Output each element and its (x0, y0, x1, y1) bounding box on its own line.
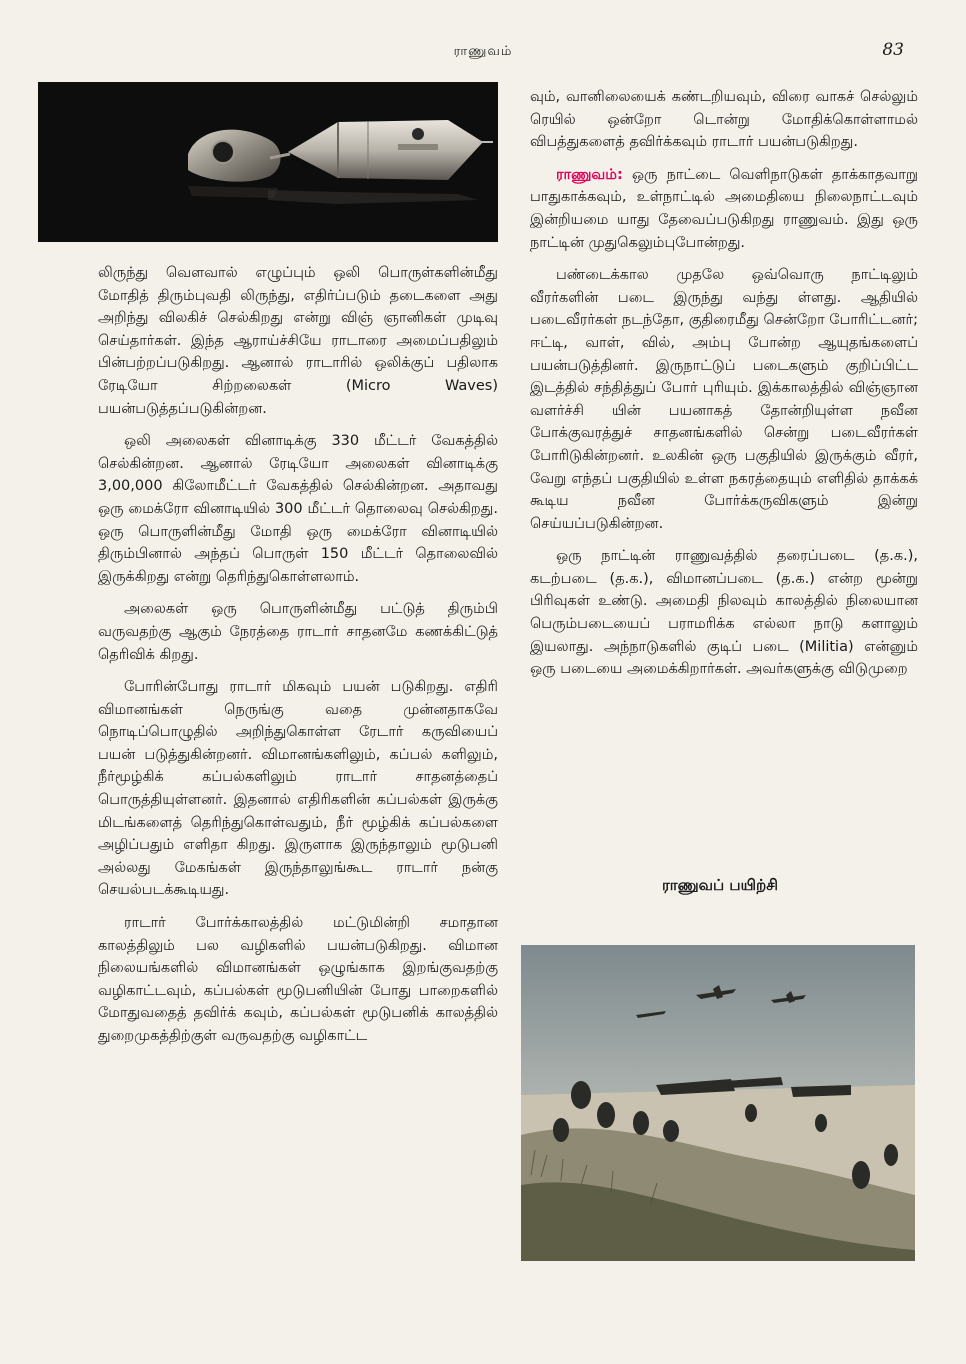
term-military: ராணுவம்: (556, 166, 623, 183)
right-paragraph-1: வும், வானிலையைக் கண்டறியவும், விரை வாகச் செல்லும் ரெயில் ஒன்றோ டொன்று மோதிக்கொள்ளாமல் விபத்துகளைத் தவிர்க்கவும் ராடார் பயன்படுகிறது. (530, 89, 918, 151)
right-column (530, 86, 918, 691)
left-paragraph-2: ஒலி அலைகள் வினாடிக்கு 330 மீட்டர் வேகத்தில் செல்கின்றன. ஆனால் ரேடியோ அலைகள் வினாடிக்கு 3,00,000 கிலோமீட்டர் வேகத்தில் செல்கின்றன. அதாவது ஒரு மைக்ரோ வினாடியில் 300 மீட்டர் தொலைவு செல்கிறது. ஒரு பொருளின்மீது மோதி ஒரு மைக்ரோ வினாடியில் திரும்பினால் அந்தப் பொருள் 150 மீட்டர் தொலைவில் இருக்கிறது என்று தெரிந்துகொள்ளலாம். (98, 433, 498, 585)
running-header: ராணுவம் (453, 44, 513, 59)
military-training-photo (521, 945, 915, 1261)
right-paragraph-3: பண்டைக்கால முதலே ஒவ்வொரு நாட்டிலும் வீரர்களின் படை இருந்து வந்து ள்ளது. ஆதியில் படைவீரர்கள் நடந்தோ, குதிரைமீது சென்றோ போரிட்டனர்; ஈட்டி, வாள், வில், அம்பு போன்ற ஆயுதங்களைப் பயன்படுத்தினர். இருநாட்டுப் படைகளும் குறிப்பிட்ட இடத்தில் சந்தித்துப் போர் புரியும். இக்காலத்தில் விஞ்ஞான வளர்ச்சி யின் பயனாகத் தோன்றியுள்ள நவீன போக்குவரத்துச் சாதனங்களில் சென்று படைவீரர்கள் போரிடுகின்றனர். உலகின் ஒரு பகுதியில் இருக்கும் வீரர், வேறு எந்தப் பகுதியில் உள்ள நகரத்தையும் எளிதில் தாக்கக் கூடிய நவீன போர்க்கருவிகளும் இன்று செய்யப்படுகின்றன. (530, 267, 918, 532)
left-paragraph-5: ராடார் போர்க்காலத்தில் மட்டுமின்றி சமாதான காலத்திலும் பல வழிகளில் பயன்படுகிறது. விமான நிலையங்களில் விமானங்கள் ஒழுங்காக இறங்குவதற்கு வழிகாட்டவும், கப்பல்கள் மூடுபனியின் போது பாறைகளில் மோதுவதைத் தவிர்க் கவும், கப்பல்கள் மூடுபனிக் காலத்தில் துறைமுகத்திற்குள் வருவதற்கு வழிகாட்ட (98, 915, 498, 1044)
left-column (98, 262, 498, 1058)
right-paragraph-2 (530, 164, 918, 254)
right-paragraph-2-text: ஒரு நாட்டை வெளிநாடுகள் தாக்காதவாறு பாதுகாக்கவும், உள்நாட்டில் அமைதியை நிலைநாட்டவும் இன்றியமை யாது தேவைப்படுகிறது ராணுவம். இது ஒரு நாட்டின் முதுகெலும்புபோன்றது. (530, 166, 918, 251)
left-paragraph-3: அலைகள் ஒரு பொருளின்மீது பட்டுத் திரும்பி வருவதற்கு ஆகும் நேரத்தை ராடார் சாதனமே கணக்கிட்டுத் தெரிவிக் கிறது. (98, 601, 498, 663)
left-paragraph-1: லிருந்து வெளவால் எழுப்பும் ஒலி பொருள்களின்மீது மோதித் திரும்புவதி லிருந்து, எதிர்ப்படும் தடைகளை அது அறிந்து விலகிச் செல்கிறது என்று விஞ் ஞானிகள் முடிவு செய்தார்கள். இந்த ஆராய்ச்சியே ராடாரை அமைப்பதிலும் பின்பற்றப்படுகிறது. ஆனால் ராடாரில் ஒலிக்குப் பதிலாக ரேடியோ சிற்றலைகள் (Micro Waves) பயன்படுத்தப்படுகின்றன. (98, 265, 498, 417)
spacecraft-photo (38, 82, 498, 242)
right-paragraph-4: ஒரு நாட்டின் ராணுவத்தில் தரைப்படை (த.க.), கடற்படை (த.க.), விமானப்படை (த.க.) என்ற மூன்று பிரிவுகள் உண்டு. அமைதி நிலவும் காலத்தில் நிலையான பெரும்படையைப் பராமரிக்க எல்லா நாடு களாலும் இயலாது. அந்நாடுகளில் குடிப் படை (Militia) என்னும் ஒரு படையை அமைக்கிறார்கள். அவர்களுக்கு விடுமுறை (530, 548, 918, 678)
photo-caption: ராணுவப் பயிற்சி (662, 876, 778, 894)
page-number: 83 (882, 40, 904, 60)
left-paragraph-4: போரின்போது ராடார் மிகவும் பயன் படுகிறது. எதிரி விமானங்கள் நெருங்கு வதை முன்னதாகவே நொடிப்பொழுதில் அறிந்துகொள்ள ரேடார் கருவியைப் பயன் படுத்துகின்றனர். விமானங்களிலும், கப்பல் களிலும், நீர்மூழ்கிக் கப்பல்களிலும் ராடார் சாதனத்தைப் பொருத்தியுள்ளனர். இதனால் எதிரிகளின் கப்பல்கள் இருக்கு மிடங்களைத் தெரிந்துகொள்வதும், நீர் மூழ்கிக் கப்பல்களை அழிப்பதும் எளிதா கிறது. இருளாக இருந்தாலும் மூடுபனி அல்லது மேகங்கள் இருந்தாலுங்கூட ராடார் நன்கு செயல்படக்கூடியது. (98, 679, 498, 899)
